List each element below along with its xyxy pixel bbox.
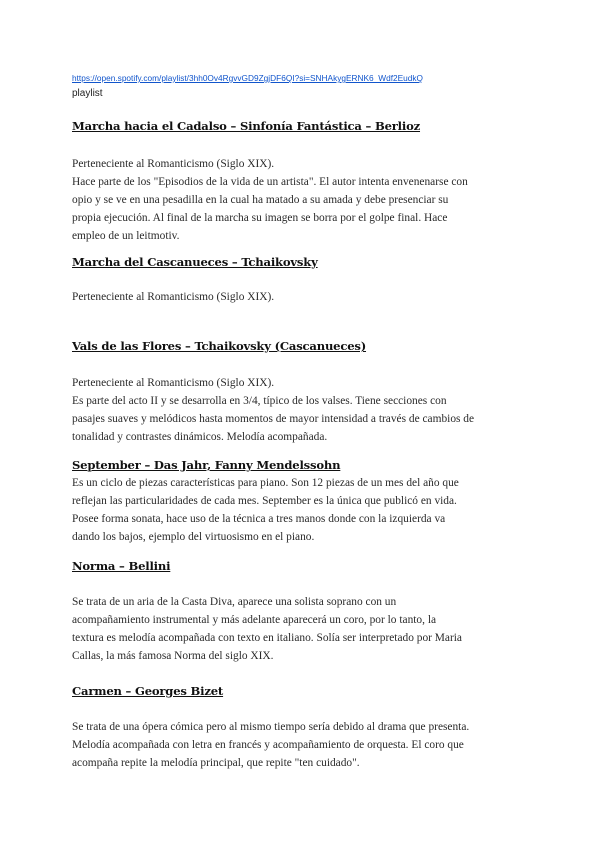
body-line: acompaña repite la melodía principal, que repite "ten cuidado".	[72, 757, 360, 770]
body-line: Perteneciente al Romanticismo (Siglo XIX).	[72, 291, 275, 303]
section-heading-carmen: Carmen – Georges Bizet	[72, 684, 224, 698]
link-caption: playlist	[72, 88, 103, 99]
section-heading-cascanueces: Marcha del Cascanueces – Tchaikovsky	[72, 255, 318, 269]
section-heading-september: September – Das Jahr, Fanny Mendelssohn	[72, 458, 341, 472]
section-heading-berlioz: Marcha hacia el Cadalso – Sinfonía Fantástica – Berlioz	[72, 119, 421, 133]
section-body-norma	[72, 593, 542, 665]
body-line: Posee forma sonata, hace uso de la técnica a tres manos donde con la izquierda va	[72, 513, 446, 526]
body-line: Es parte del acto II y se desarrolla en 3/4, típico de los valses. Tiene secciones con	[72, 395, 447, 408]
body-line: reflejan las particularidades de cada mes. September es la única que publicó en vida.	[72, 495, 457, 508]
body-line: Callas, la más famosa Norma del siglo XIX.	[72, 650, 274, 663]
body-line: Es un ciclo de piezas características para piano. Son 12 piezas de un mes del año que	[72, 477, 459, 489]
body-line: Perteneciente al Romanticismo (Siglo XIX).	[72, 158, 275, 170]
body-line: Se trata de una ópera cómica pero al mismo tiempo sería debido al drama que presenta.	[72, 721, 470, 733]
section-body-carmen	[72, 718, 542, 772]
body-line: dando los bajos, ejemplo del virtuosismo en el piano.	[72, 531, 315, 544]
body-line: Se trata de un aria de la Casta Diva, aparece una solista soprano con un	[72, 596, 397, 608]
section-heading-vals-flores: Vals de las Flores – Tchaikovsky (Cascanueces)	[72, 339, 367, 353]
body-line: pasajes suaves y melódicos hasta momentos de mayor intensidad a través de cambios de	[72, 413, 475, 426]
body-line: opio y se ve en una pesadilla en la cual ha matado a su amada y debe presenciar su	[72, 194, 449, 207]
section-body-berlioz	[72, 155, 542, 245]
section-body-vals-flores	[72, 374, 542, 446]
body-line: Perteneciente al Romanticismo (Siglo XIX).	[72, 377, 275, 389]
body-line: tonalidad y contrastes dinámicos. Melodía acompañada.	[72, 431, 328, 444]
body-line: acompañamiento instrumental y más adelante aparecerá un coro, por lo tanto, la	[72, 614, 437, 627]
section-body-september	[72, 474, 542, 546]
section-body-cascanueces	[72, 288, 542, 306]
body-line: Melodía acompañada con letra en francés y acompañamiento de orquesta. El coro que	[72, 739, 464, 752]
body-line: propia ejecución. Al final de la marcha su imagen se borra por el golpe final. Hace	[72, 212, 448, 225]
body-line: textura es melodía acompañada con texto en italiano. Solía ser interpretado por Maria	[72, 632, 462, 645]
spotify-playlist-link[interactable]: https://open.spotify.com/playlist/3hh0Ov4RgvvGD9ZgjDF6QI?si=SNHAkygERNK6_Wdf2EudkQ	[72, 73, 423, 83]
section-heading-norma: Norma – Bellini	[72, 559, 171, 573]
body-line: Hace parte de los "Episodios de la vida de un artista". El autor intenta envenenarse con	[72, 176, 468, 189]
body-line: empleo de un leitmotiv.	[72, 230, 180, 243]
